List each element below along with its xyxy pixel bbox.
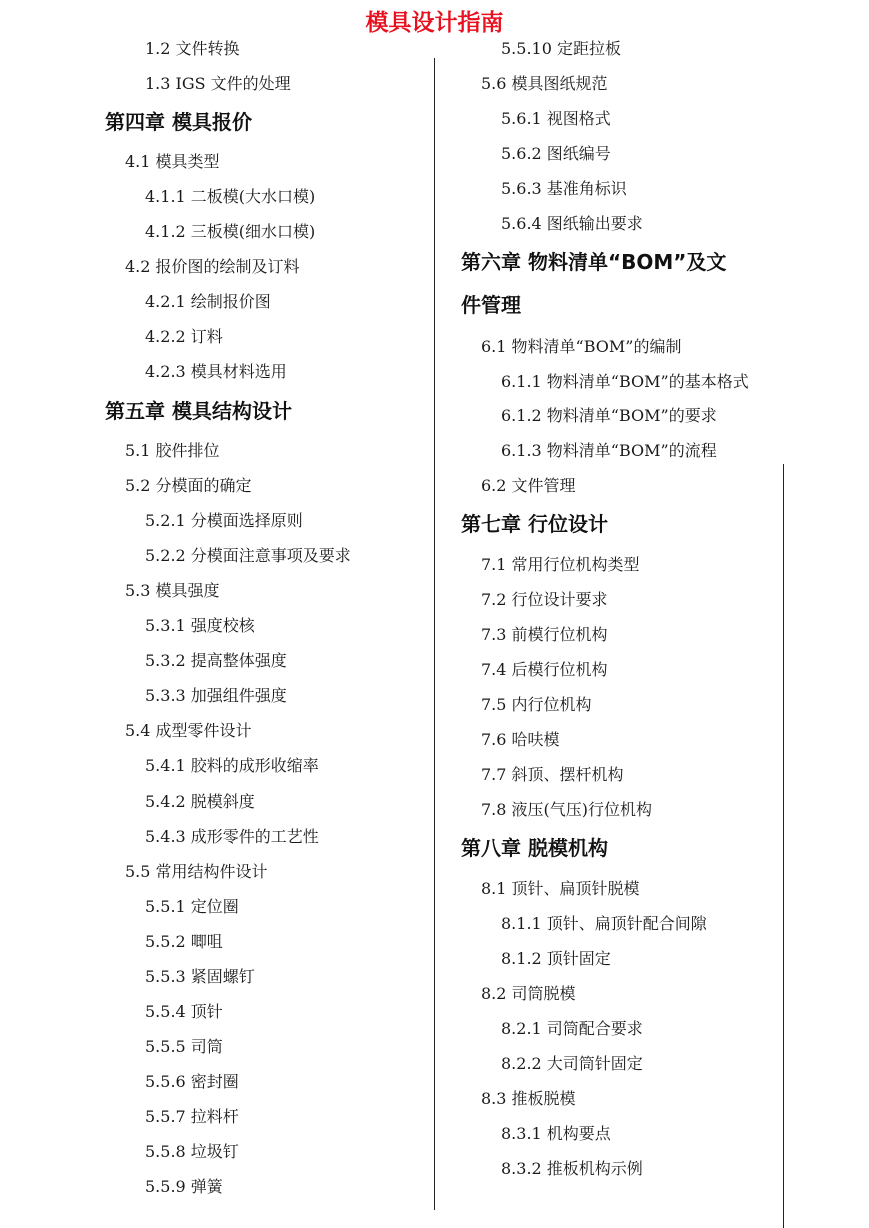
toc-entry-1-2[interactable]: 1.2 文件转换 [145,39,240,58]
toc-entry-6-2[interactable]: 6.2 文件管理 [481,476,576,495]
toc-entry-5-5-3[interactable]: 5.5.3 紧固螺钉 [145,967,255,986]
toc-entry-5-5-9[interactable]: 5.5.9 弹簧 [145,1177,223,1196]
toc-entry-4-1-2[interactable]: 4.1.2 三板模(细水口模) [145,222,316,241]
toc-entry-5-2-1[interactable]: 5.2.1 分模面选择原则 [145,511,303,530]
toc-entry-8-2[interactable]: 8.2 司筒脱模 [481,984,576,1003]
toc-entry-7-7[interactable]: 7.7 斜顶、摆杆机构 [481,765,624,784]
toc-entry-5-6[interactable]: 5.6 模具图纸规范 [481,74,608,93]
toc-entry-7-5[interactable]: 7.5 内行位机构 [481,695,592,714]
toc-chapter-6-line-1[interactable]: 第六章 物料清单“BOM”及文 [461,250,727,274]
toc-entry-5-3-3[interactable]: 5.3.3 加强组件强度 [145,686,287,705]
toc-entry-5-6-3[interactable]: 5.6.3 基准角标识 [501,179,627,198]
toc-chapter-8[interactable]: 第八章 脱模机构 [461,836,608,860]
column-divider [434,58,435,1210]
toc-entry-5-5-5[interactable]: 5.5.5 司筒 [145,1037,223,1056]
toc-entry-5-2[interactable]: 5.2 分模面的确定 [125,476,252,495]
toc-entry-5-2-2[interactable]: 5.2.2 分模面注意事项及要求 [145,546,351,565]
toc-entry-7-1[interactable]: 7.1 常用行位机构类型 [481,555,640,574]
toc-entry-5-5-10[interactable]: 5.5.10 定距拉板 [501,39,621,58]
toc-entry-8-2-1[interactable]: 8.2.1 司筒配合要求 [501,1019,643,1038]
toc-entry-6-1-3[interactable]: 6.1.3 物料清单“BOM”的流程 [501,441,717,460]
toc-entry-5-5-2[interactable]: 5.5.2 唧咀 [145,932,223,951]
toc-entry-4-2[interactable]: 4.2 报价图的绘制及订料 [125,257,300,276]
toc-entry-5-3-1[interactable]: 5.3.1 强度校核 [145,616,255,635]
toc-entry-8-3[interactable]: 8.3 推板脱模 [481,1089,576,1108]
toc-entry-5-4[interactable]: 5.4 成型零件设计 [125,721,252,740]
toc-entry-6-1-1[interactable]: 6.1.1 物料清单“BOM”的基本格式 [501,372,749,391]
toc-entry-5-4-2[interactable]: 5.4.2 脱模斜度 [145,792,255,811]
toc-entry-5-3-2[interactable]: 5.3.2 提高整体强度 [145,651,287,670]
toc-entry-5-5-4[interactable]: 5.5.4 顶针 [145,1002,223,1021]
toc-entry-4-1[interactable]: 4.1 模具类型 [125,152,220,171]
toc-entry-4-2-1[interactable]: 4.2.1 绘制报价图 [145,292,271,311]
toc-entry-5-6-2[interactable]: 5.6.2 图纸编号 [501,144,611,163]
toc-entry-8-2-2[interactable]: 8.2.2 大司筒针固定 [501,1054,643,1073]
toc-entry-5-1[interactable]: 5.1 胶件排位 [125,441,220,460]
toc-entry-4-1-1[interactable]: 4.1.1 二板模(大水口模) [145,187,316,206]
toc-entry-6-1-2[interactable]: 6.1.2 物料清单“BOM”的要求 [501,406,717,425]
toc-entry-6-1[interactable]: 6.1 物料清单“BOM”的编制 [481,337,682,356]
toc-entry-4-2-2[interactable]: 4.2.2 订料 [145,327,223,346]
toc-entry-8-3-2[interactable]: 8.3.2 推板机构示例 [501,1159,643,1178]
document-title: 模具设计指南 [365,10,504,36]
toc-entry-5-3[interactable]: 5.3 模具强度 [125,581,220,600]
toc-entry-5-6-4[interactable]: 5.6.4 图纸输出要求 [501,214,643,233]
toc-entry-8-1[interactable]: 8.1 顶针、扁顶针脱模 [481,879,640,898]
toc-entry-5-6-1[interactable]: 5.6.1 视图格式 [501,109,611,128]
toc-entry-1-3[interactable]: 1.3 IGS 文件的处理 [145,74,291,93]
toc-entry-8-1-1[interactable]: 8.1.1 顶针、扁顶针配合间隙 [501,914,707,933]
toc-entry-7-8[interactable]: 7.8 液压(气压)行位机构 [481,800,653,819]
toc-chapter-6-line-2[interactable]: 件管理 [461,293,521,317]
toc-entry-5-5-1[interactable]: 5.5.1 定位圈 [145,897,239,916]
toc-entry-5-5-6[interactable]: 5.5.6 密封圈 [145,1072,239,1091]
toc-entry-4-2-3[interactable]: 4.2.3 模具材料选用 [145,362,287,381]
toc-chapter-7[interactable]: 第七章 行位设计 [461,512,608,536]
toc-entry-5-4-1[interactable]: 5.4.1 胶料的成形收缩率 [145,756,319,775]
toc-entry-7-3[interactable]: 7.3 前模行位机构 [481,625,608,644]
toc-entry-5-5[interactable]: 5.5 常用结构件设计 [125,862,268,881]
toc-chapter-4[interactable]: 第四章 模具报价 [105,110,252,134]
toc-entry-8-1-2[interactable]: 8.1.2 顶针固定 [501,949,611,968]
toc-entry-5-4-3[interactable]: 5.4.3 成形零件的工艺性 [145,827,319,846]
toc-entry-8-3-1[interactable]: 8.3.1 机构要点 [501,1124,611,1143]
toc-entry-5-5-8[interactable]: 5.5.8 垃圾钉 [145,1142,239,1161]
toc-entry-7-6[interactable]: 7.6 哈呋模 [481,730,560,749]
toc-entry-7-4[interactable]: 7.4 后模行位机构 [481,660,608,679]
toc-entry-7-2[interactable]: 7.2 行位设计要求 [481,590,608,609]
toc-chapter-5[interactable]: 第五章 模具结构设计 [105,399,292,423]
toc-entry-5-5-7[interactable]: 5.5.7 拉料杆 [145,1107,239,1126]
right-margin-rule [783,464,784,1228]
